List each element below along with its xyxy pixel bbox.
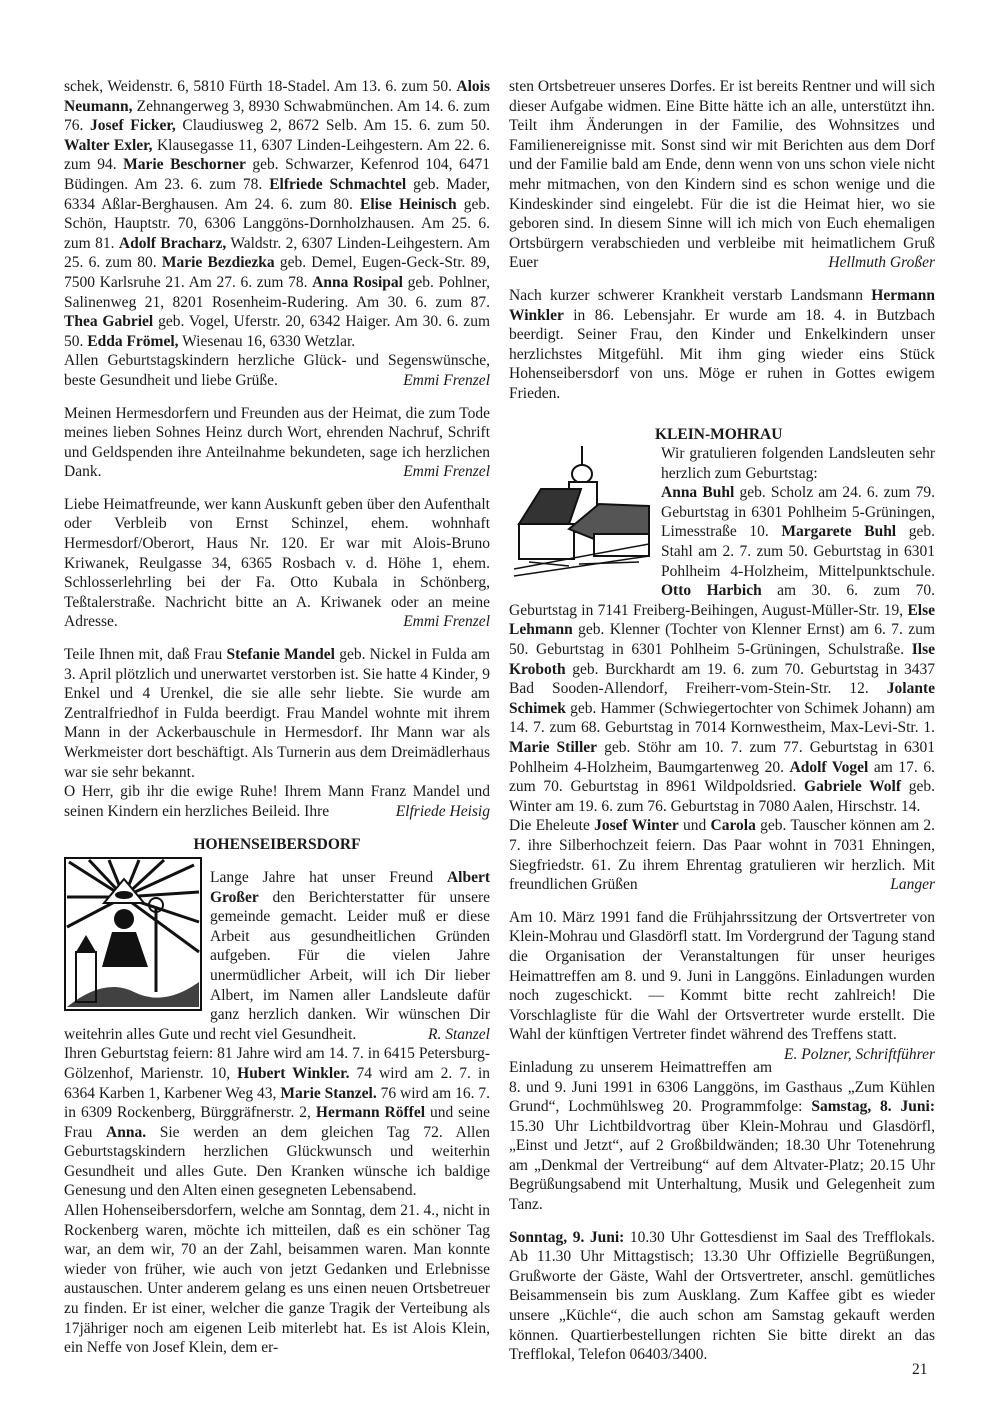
- author-signature: Elfriede Heisig: [395, 802, 490, 820]
- text-run: und seine Frau: [64, 1104, 491, 1141]
- article-paragraph: [64, 782, 490, 821]
- person-name: Elfriede Schmachtel: [269, 175, 407, 193]
- right-column: [509, 77, 935, 1365]
- article-paragraph: [509, 908, 935, 1063]
- person-name: Josef Winter: [594, 817, 679, 835]
- page-number: 21: [912, 1361, 928, 1378]
- text-run: geb. Scholz am 24. 6. zum 79. Geburtstag in 6301 Pohlheim 5-Grüningen, Limesstraße 10.: [661, 484, 935, 541]
- person-name: Margarete Buhl: [781, 523, 897, 541]
- text-run: geb. Vogel, Uferstr. 20, 6342 Haiger. Am 30. 6. zum 50.: [64, 313, 490, 350]
- person-name: Josef Ficker,: [90, 117, 176, 135]
- church-illustration: [509, 444, 655, 582]
- text-run: geb. Pohlner, Salinenweg 21, 8201 Rosenheim-Rudering. Am 30. 6. zum 87.: [64, 273, 490, 311]
- author-signature: Emmi Frenzel: [403, 371, 490, 389]
- article-paragraph: [509, 77, 935, 273]
- text-run: geb. Burckhardt am 19. 6. zum 70. Geburtstag in 3437 Bad Sooden-Allendorf, Freiherr-vom-Stein-Str. 12.: [509, 660, 935, 698]
- article-paragraph: [64, 1201, 490, 1358]
- text-run: Die Eheleute: [509, 817, 595, 835]
- text-run: Wiesenau 16, 6330 Wetzlar.: [178, 332, 356, 350]
- text-run: Klausegasse 11, 6307 Linden-Leihgestern. Am 22. 6. zum 94.: [64, 136, 490, 174]
- text-run: Sie werden an dem gleichen Tag 72. Allen Geburtstagskindern herzlichen Glückwunsch und weiterhin Gesundheit und alles Gute. Den Kranken wünsche ich baldige Genesung und den Alten einen gesegneten Lebensabend.: [64, 1123, 490, 1200]
- author-signature: Emmi Frenzel: [403, 463, 490, 481]
- article-paragraph: [64, 351, 490, 390]
- text-run: in 86. Lebensjahr. Er wurde am 18. 4. in Butzbach beerdigt. Seiner Frau, den Kinder und Enkelkindern unser herzlichstes Mitgefühl. Mit ihm ging wieder eins Stück Hohenseibersdorf von uns. Möge er ruhen in Gottes ewigem Frieden.: [509, 306, 935, 402]
- text-run: am 17. 6. zum 70. Geburtstag in 8961 Wildpoldsried.: [509, 758, 935, 796]
- text-run: am 30. 6. zum 70. Geburtstag in 7141 Freiberg-Beihingen, August-Müller-Str. 19,: [509, 582, 935, 619]
- text-run: Einladung zu unserem Heimattreffen am 8. und 9. Juni 1991 in 6306 Langgöns, im Gasthaus „Zum Kühlen Grund“, Lochmühlsweg 20. Programmfolge:: [509, 1058, 935, 1116]
- person-name: Anna.: [106, 1123, 147, 1141]
- author-signature: Langer: [890, 876, 935, 894]
- person-name: Elise Heinisch: [360, 195, 457, 213]
- section-heading: KLEIN-MOHRAU: [655, 425, 783, 443]
- text-run: Meinen Hermesdorfern und Freunden aus der Heimat, die zum Tode meines lieben Sohnes Heinz durch Wort, ehrenden Nachruf, Schrift und Geldspenden ihre Anteilnahme bekundeten, sage ich herzlichen Dank.: [64, 404, 490, 481]
- person-name: Edda Frömel,: [87, 332, 179, 350]
- person-name: Albert Großer: [210, 868, 490, 906]
- person-name: Otto Harbich: [661, 582, 762, 600]
- text-run: Allen Hohenseibersdorfern, welche am Sonntag, dem 21. 4., nicht in Rockenberg waren, möchte ich mitteilen, daß es ein schöner Tag war, an dem wir, 70 an der Zahl, beisammen waren. Man konnte wieder von früher, wie auch von jetzt Gedanken und Erlebnisse austauschen. Unter anderem gelang es uns einen neuen Ortsbetreuer zu finden. Er ist einer, welcher die ganze Tragik der Verteibung als 17jähriger noch am eigenen Leib miterlebt hat. Es ist Alois Klein, ein Neffe von Josef Klein, dem er-: [64, 1202, 490, 1357]
- person-name: Adolf Bracharz,: [118, 234, 227, 252]
- person-name: Marie Stiller: [509, 739, 598, 756]
- text-run: geb. Klenner (Tochter von Klenner Ernst) am 6. 7. zum 50. Geburtstag in 6301 Pohlheim 5-Grüningen, Schulstraße.: [509, 621, 935, 659]
- article-paragraph: [509, 286, 935, 404]
- text-run: 76 wird am 16. 7. in 6309 Rockenberg, Bürggräfnerstr. 2,: [64, 1084, 490, 1122]
- person-name: Alois Neumann,: [64, 78, 490, 115]
- article-paragraph: [64, 77, 490, 351]
- person-name: Jolante Schimek: [509, 680, 935, 717]
- author-signature: Emmi Frenzel: [403, 613, 490, 631]
- author-signature: Hellmuth Großer: [828, 254, 935, 272]
- text-run: geb. Winter am 19. 6. zum 76. Geburtstag in 7080 Aalen, Hirschstr. 14.: [509, 778, 935, 815]
- person-name: Walter Exler,: [64, 136, 153, 154]
- article-paragraph: [64, 495, 490, 632]
- text-run: geb. Tauscher können am 2. 7. ihre Silberhochzeit feiern. Das Paar wohnt in 7031 Ehningen, Siegfriedstr. 61. Zu ihrem Ehrentag gratulieren wir herzlich. Mit freundlichen Grüßen: [509, 817, 936, 894]
- person-name: Stefanie Mandel: [226, 646, 335, 664]
- person-name: Thea Gabriel: [64, 313, 154, 331]
- text-run: Wir gratulieren folgenden Landsleuten sehr herzlich zum Geburtstag:: [661, 445, 935, 482]
- person-name: Hermann Röffel: [315, 1104, 426, 1122]
- person-name: Anna Buhl: [661, 484, 735, 502]
- person-name: Gabriele Wolf: [804, 778, 902, 796]
- person-name: Hubert Winkler.: [237, 1064, 350, 1082]
- text-run: geb. Stöhr am 10. 7. zum 77. Geburtstag in 6301 Pohlheim 4-Holzheim, Baumgartenweg 20.: [509, 739, 936, 776]
- section-heading: HOHENSEIBERSDORF: [193, 836, 361, 854]
- article-paragraph: [64, 645, 490, 782]
- article-paragraph: [509, 1058, 935, 1215]
- text-run: 15.30 Uhr Lichtbildvortrag über Klein-Mohrau und Glasdörfl, „Einst und Jetzt“, auf 2 Großbildwänden; 18.30 Uhr Totenehrung am „Denkmal der Vertreibung“ auf dem Altvater-Platz; 20.15 Uhr Begrüßungsabend mit Unterhaltung, Musik und Gelegenheit zum Tanz.: [509, 1117, 935, 1214]
- text-run: Waldstr. 2, 6307 Linden-Leihgestern. Am 25. 6. zum 80.: [64, 234, 490, 272]
- person-name: Carola: [710, 817, 756, 835]
- person-name: Hermann Winkler: [509, 286, 935, 324]
- text-run: 74 wird am 2. 7. in 6364 Karben 1, Karbener Weg 43,: [64, 1064, 491, 1102]
- text-run: Lange Jahre hat unser Freund: [210, 868, 447, 886]
- text-run: geb. Schön, Hauptstr. 70, 6306 Langgöns-Dornholzhausen. Am 25. 6. zum 81.: [64, 195, 490, 252]
- text-run: Claudiusweg 2, 8672 Selb. Am 15. 6. zum 50.: [175, 117, 491, 135]
- text-run: geb. Demel, Eugen-Geck-Str. 89, 7500 Karlsruhe 21. Am 27. 6. zum 78.: [64, 254, 490, 291]
- article-paragraph: [64, 404, 490, 482]
- person-name: Anna Rosipal: [312, 273, 403, 291]
- article-paragraph: [509, 816, 935, 894]
- left-column: [64, 77, 490, 1358]
- text-run: sten Ortsbetreuer unseres Dorfes. Er ist bereits Rentner und will sich dieser Aufgabe widmen. Eine Bitte hätte ich an alle, unterstützt ihn. Teilt ihm Änderungen in der Familie, des Wohnsitzes und Familienereignisse mit. Sonst sind wir mit Berichten aus dem Dorf und der Familie bald am Ende, denn wenn von uns schon viele nicht mehr mitmachen, von den Kindern sind es schon wenige und die Kindeskinder sind eingelebt. Für die ist die Heimat hier, wo sie geboren sind. In diesem Sinne will ich mich von Euch ehemaligen Ortsbürgern verabschieden und verbleibe mit heimatlichem Gruß Euer: [509, 78, 935, 272]
- article-paragraph: [509, 1228, 935, 1365]
- text-run: 10.30 Uhr Gottesdienst im Saal des Trefflokals. Ab 11.30 Uhr Mittagstisch; 13.30 Uhr Offizielle Begrüßungen, Grußworte der Gäste, Wahl der Ortsvertreter, anschl. gemütliches Beisammensein bis zum Ausklang. Zum Kaffee gibt es wieder unsere „Küchle“, die auch schon am Samstag gekauft werden können. Quartierbestellungen richten Sie bitte direkt an das Trefflokal, Telefon 06403/3400.: [509, 1228, 936, 1364]
- text-run: Zehnangerweg 3, 8930 Schwabmünchen. Am 14. 6. zum 76.: [64, 97, 490, 135]
- text-run: geb. Mader, 6334 Aßlar-Berghausen. Am 24. 6. zum 80.: [64, 175, 490, 213]
- text-run: O Herr, gib ihr die ewige Ruhe! Ihrem Mann Franz Mandel und seinen Kindern ein herzliches Beileid. Ihre: [64, 783, 490, 820]
- person-name: Else Lehmann: [509, 601, 935, 639]
- text-run: Am 10. März 1991 fand die Frühjahrssitzung der Ortsvertreter von Klein-Mohrau und Glasdörfl statt. Im Vordergrund der Tagung stand die Organisation der Veranstaltungen für unser heuriges Heimattreffen am 8. und 9. Juni in Langgöns. Einladungen wurden noch zugeschickt. — Kommt bitte recht zahlreich! Die Vorschlagliste für die Wahl der Ortsvertreter wurde erstellt. Die Wahl der künftigen Vertreter findet während des Treffens statt.: [509, 908, 935, 1044]
- text-run: Nach kurzer schwerer Krankheit verstarb Landsmann: [509, 286, 872, 304]
- person-name: Samstag, 8. Juni:: [811, 1098, 936, 1116]
- woodcut-illustration: [64, 857, 202, 1011]
- text-run: und: [678, 817, 711, 835]
- person-name: Marie Stanzel.: [280, 1084, 377, 1102]
- text-run: Teile Ihnen mit, daß Frau: [64, 646, 227, 664]
- person-name: Adolf Vogel: [789, 758, 869, 776]
- text-run: den Berichterstatter für unsere gemeinde gemacht. Leider muß er diese Arbeit aus gesundheitlichen Gründen aufgeben. Für die vielen Jahre unermüdlicher Arbeit, will ich Dir lieber Albert, im Namen aller Landsleute dafür ganz herzlich danken. Wir wünschen Dir weitehrin alles Gute und recht viel Gesundheit.: [64, 888, 490, 1043]
- person-name: Marie Bezdiezka: [161, 254, 275, 272]
- author-signature: R. Stanzel: [428, 1025, 490, 1043]
- person-name: Ilse Kroboth: [509, 641, 935, 678]
- person-name: Sonntag, 9. Juni:: [509, 1228, 625, 1246]
- text-run: geb. Schwarzer, Kefenrod 104, 6471 Büdingen. Am 23. 6. zum 78.: [64, 156, 490, 193]
- text-run: Liebe Heimatfreunde, wer kann Auskunft geben über den Aufenthalt oder Verbleib von Ernst Schinzel, ehem. wohnhaft Hermesdorf/Oberort, Haus Nr. 120. Er war mit Alois-Bruno Kriwanek, Reulgasse 34, 6365 Rosbach v. d. Höhe 1, ehem. Schlosserlehrling bei der Fa. Otto Kubala in Schönberg, Teßtalerstraße. Nachricht bitte an A. Kriwanek oder an meine Adresse.: [64, 495, 490, 631]
- text-run: geb. Nickel in Fulda am 3. April plötzlich und unerwartet verstorben ist. Sie hatte 4 Kinder, 9 Enkel und 4 Urenkel, die sie alle sehr liebte. Sie wurde am Zentralfriedhof in Fulda beerdigt. Frau Mandel wohnte mit ihrem Mann in der Ackerbauschule in Hermesdorf. Ihr Mann war als Werkmeister dort beschäftigt. Als Turnerin aus dem Dreimädlerhaus war sie sehr bekannt.: [64, 646, 490, 781]
- text-run: geb. Hammer (Schwiegertochter von Schimek Johann) am 14. 7. zum 68. Geburtstag in 7014 Kornwestheim, Max-Levi-Str. 1.: [509, 699, 935, 737]
- text-run: schek, Weidenstr. 6, 5810 Fürth 18-Stadel. Am 13. 6. zum 50.: [64, 78, 457, 95]
- text-run: Allen Geburtstagskindern herzliche Glück- und Segenswünsche, beste Gesundheit und liebe Grüße.: [64, 352, 490, 389]
- text-run: Ihren Geburtstag feiern: 81 Jahre wird am 14. 7. in 6415 Petersburg-Gölzenhof, Marienstr. 10,: [64, 1045, 490, 1082]
- text-run: geb. Stahl am 2. 7. zum 50. Geburtstag in 6301 Pohlheim 4-Holzheim, Mittelpunktschule.: [661, 523, 935, 580]
- article-paragraph: [64, 1044, 490, 1201]
- person-name: Marie Beschorner: [123, 156, 246, 174]
- author-signature: E. Polzner, Schriftführer: [784, 1045, 935, 1063]
